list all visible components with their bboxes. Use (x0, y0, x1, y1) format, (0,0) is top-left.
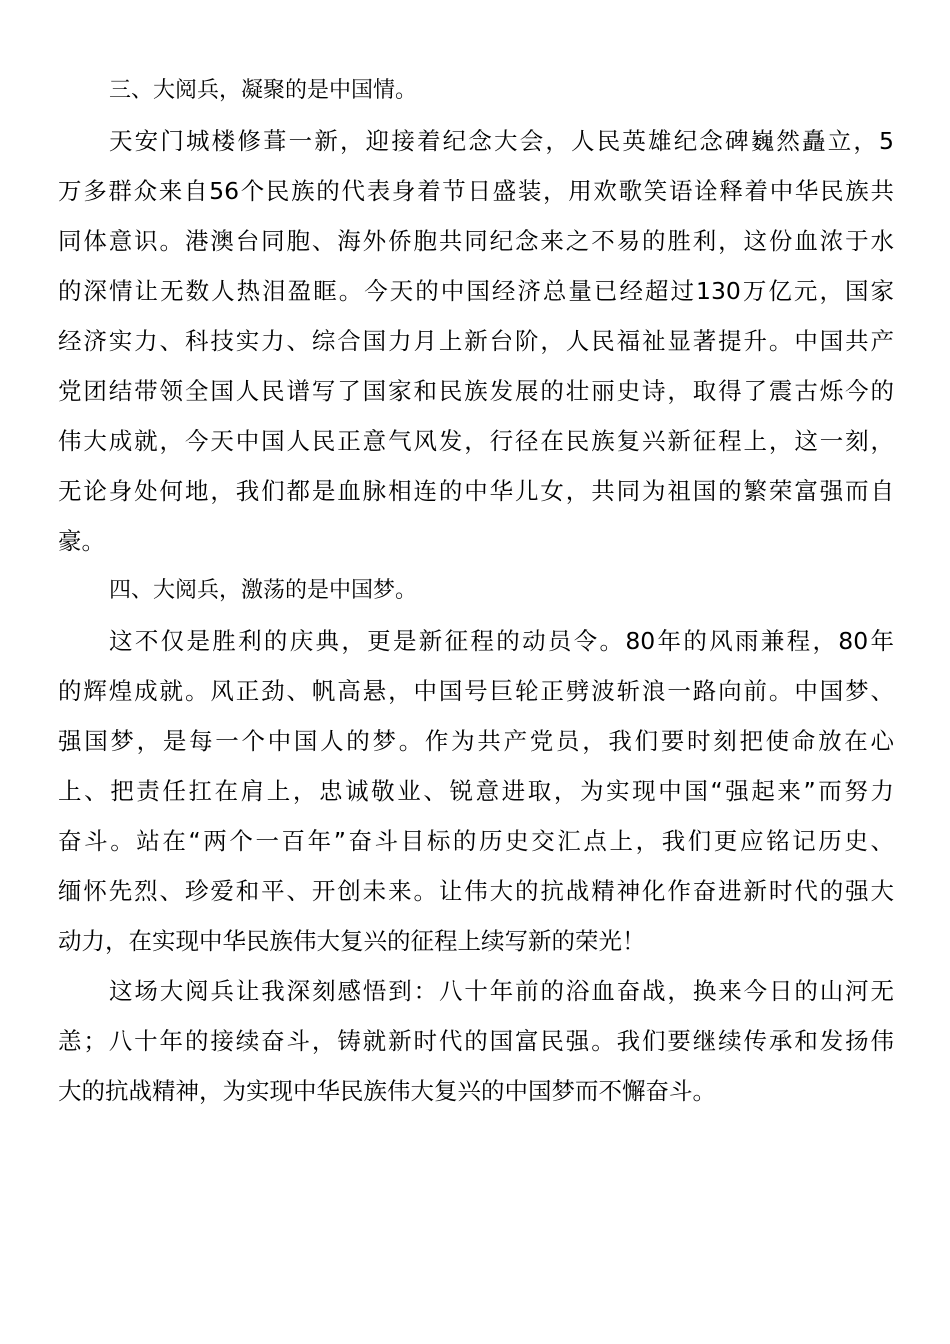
paragraph-line: 这不仅是胜利的庆典，更是新征程的动员令。80年的风雨兼程，80年 (109, 627, 894, 655)
paragraph-line: 的辉煌成就。风正劲、帆高悬，中国号巨轮正劈波斩浪一路向前。中国梦、 (58, 677, 894, 705)
paragraph-line: 动力，在实现中华民族伟大复兴的征程上续写新的荣光！ (58, 927, 646, 955)
section-heading-3: 三、大阅兵，凝聚的是中国情。 (109, 78, 418, 103)
paragraph-line: 的深情让无数人热泪盈眶。今天的中国经济总量已经超过130万亿元，国家 (58, 277, 894, 305)
document-page (58, 66, 894, 1116)
closing-line: 大的抗战精神，为实现中华民族伟大复兴的中国梦而不懈奋斗。 (58, 1077, 716, 1105)
paragraph-line: 上、把责任扛在肩上，忠诚敬业、锐意进取，为实现中国“强起来”而努力 (58, 777, 894, 805)
closing-line: 这场大阅兵让我深刻感悟到：八十年前的浴血奋战，换来今日的山河无 (109, 977, 894, 1005)
paragraph-line: 缅怀先烈、珍爱和平、开创未来。让伟大的抗战精神化作奋进新时代的强大 (58, 877, 894, 905)
paragraph-line: 无论身处何地，我们都是血脉相连的中华儿女，共同为祖国的繁荣富强而自 (58, 477, 894, 505)
section-heading-4: 四、大阅兵，激荡的是中国梦。 (109, 578, 418, 603)
paragraph-line: 强国梦，是每一个中国人的梦。作为共产党员，我们要时刻把使命放在心 (58, 727, 894, 755)
paragraph-line: 经济实力、科技实力、综合国力月上新台阶，人民福祉显著提升。中国共产 (58, 327, 894, 355)
paragraph-line: 同体意识。港澳台同胞、海外侨胞共同纪念来之不易的胜利，这份血浓于水 (58, 227, 894, 255)
paragraph-line: 奋斗。站在“两个一百年”奋斗目标的历史交汇点上，我们更应铭记历史、 (58, 827, 894, 855)
paragraph-line: 万多群众来自56个民族的代表身着节日盛装，用欢歌笑语诠释着中华民族共 (58, 177, 894, 205)
paragraph-line: 豪。 (58, 527, 105, 555)
paragraph-line: 伟大成就，今天中国人民正意气风发，行径在民族复兴新征程上，这一刻， (58, 427, 894, 455)
closing-line: 恙；八十年的接续奋斗，铸就新时代的国富民强。我们要继续传承和发扬伟 (58, 1027, 894, 1055)
paragraph-line: 党团结带领全国人民谱写了国家和民族发展的壮丽史诗，取得了震古烁今的 (58, 377, 894, 405)
paragraph-line: 天安门城楼修葺一新，迎接着纪念大会，人民英雄纪念碑巍然矗立，5 (109, 127, 894, 155)
